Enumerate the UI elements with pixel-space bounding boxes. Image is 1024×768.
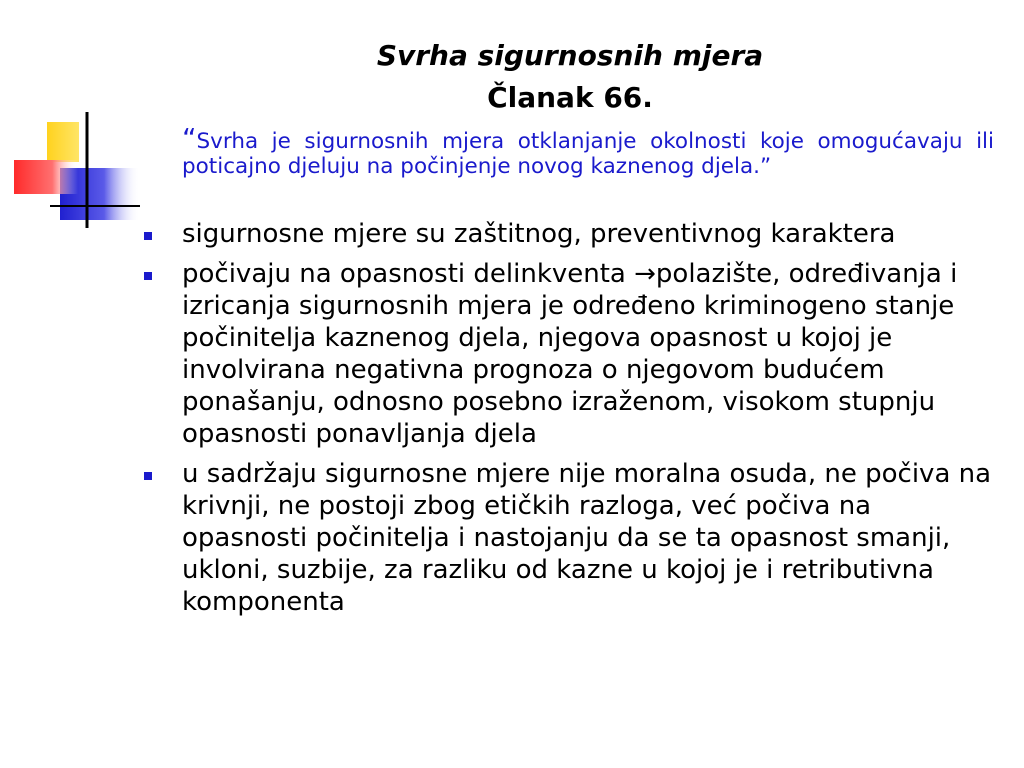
bullet-text: počivaju na opasnosti delinkventa →polazište, određivanja i izricanja sigurnosnih mjera je određeno kriminogeno stanje počinitelja kaznenog djela, njegova opasnost u kojoj je involvirana negativna prognoza o njegovom budućem ponašanju, odnosno posebno izraženom, visokom stupnju opasnosti ponavljanja djela <box>182 259 958 449</box>
decorative-squares-graphic <box>0 0 160 240</box>
deco-red-square <box>14 160 78 194</box>
bullet-square-icon <box>144 272 152 280</box>
article-number: Članak 66. <box>487 81 653 114</box>
deco-yellow-square <box>47 122 79 162</box>
bullet-square-icon <box>144 232 152 240</box>
bullet-item <box>142 458 992 618</box>
article-quote <box>182 126 994 202</box>
quote-text: Svrha je sigurnosnih mjera otklanjanje okolnosti koje omogućavaju ili poticajno djeluju na počinjenje novog kaznenog djela.” <box>182 129 994 179</box>
bullet-item <box>142 218 992 250</box>
bullet-item <box>142 258 992 450</box>
quote-open-mark: “ <box>182 126 197 155</box>
bullet-square-icon <box>144 472 152 480</box>
slide-title: Svrha sigurnosnih mjera <box>376 39 764 72</box>
bullet-list <box>142 218 992 626</box>
bullet-text: sigurnosne mjere su zaštitnog, preventivnog karaktera <box>182 219 896 249</box>
bullet-text: u sadržaju sigurnosne mjere nije moralna osuda, ne počiva na krivnji, ne postoji zbog etičkih razloga, već počiva na opasnosti počinitelja i nastojanju da se ta opasnost smanji, ukloni, suzbije, za razliku od kazne u kojoj je i retributivna komponenta <box>182 459 992 617</box>
